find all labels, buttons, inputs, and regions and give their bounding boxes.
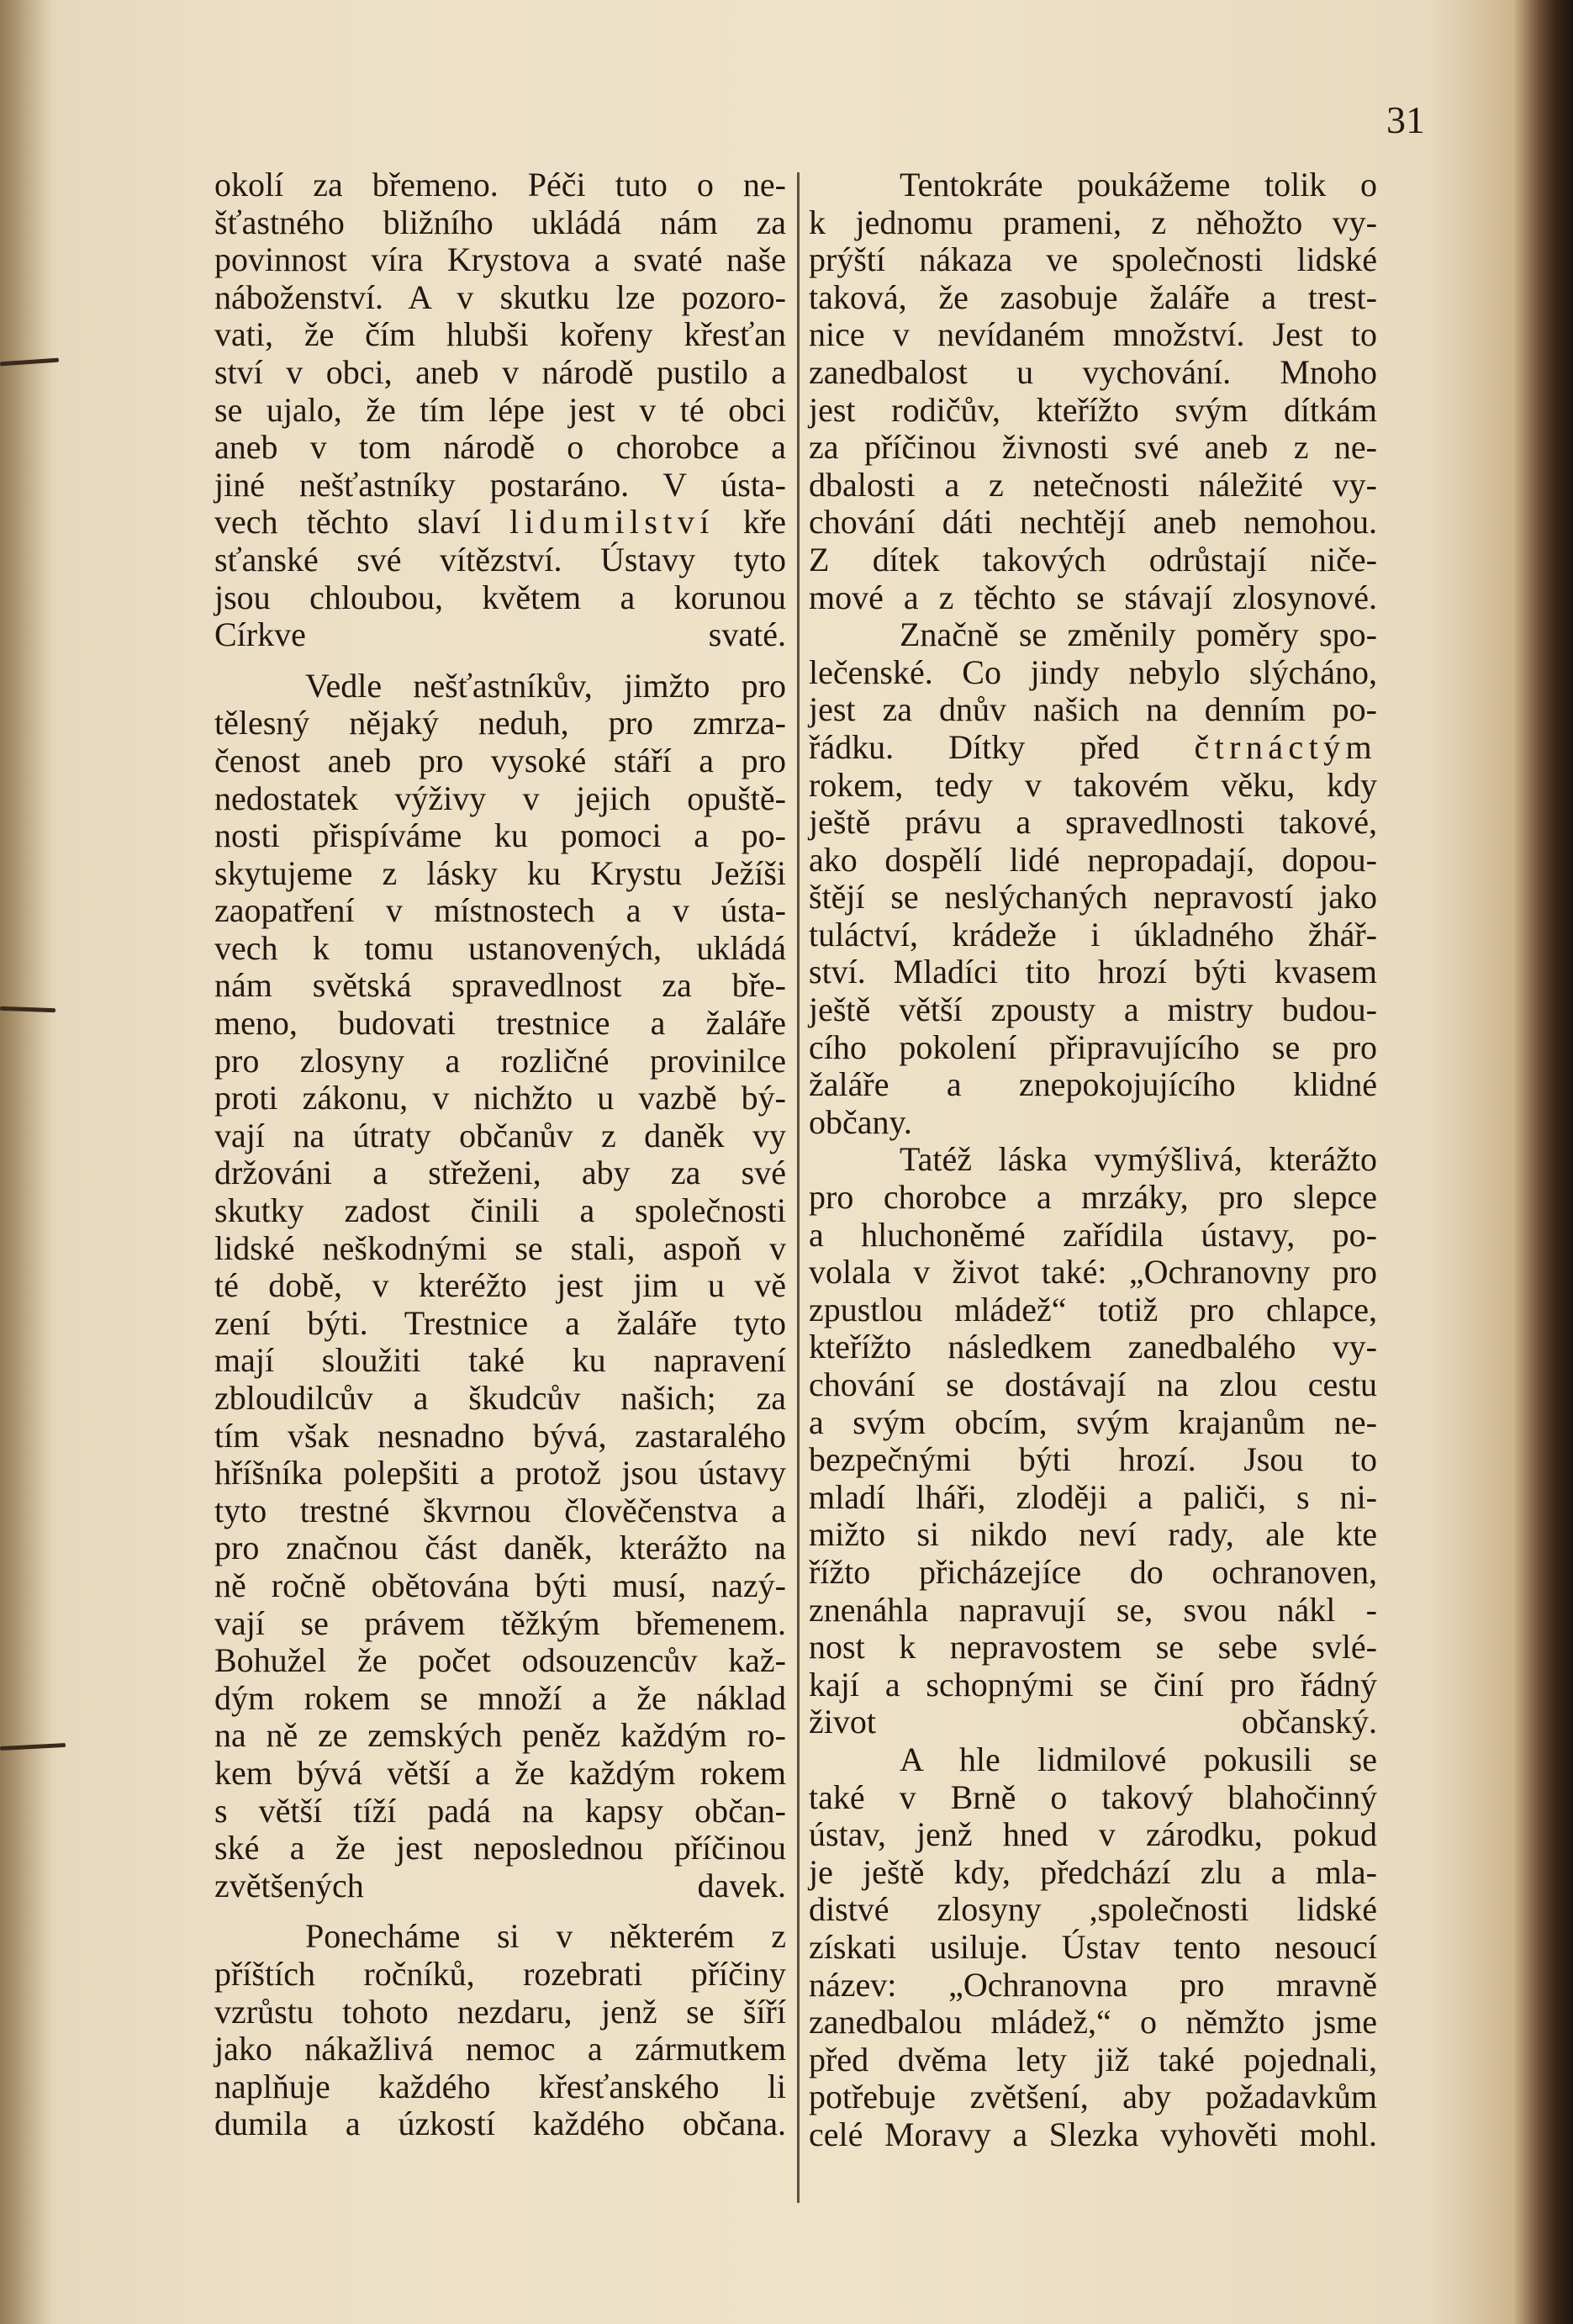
text-line: mladí lháři, zloději a paliči, s ni- xyxy=(809,1477,1377,1516)
text-line: řádku. Dítky před xyxy=(809,727,1195,766)
spaced-emphasis: lidumilství xyxy=(509,503,715,541)
text-line: ství. Mladíci tito hrozí býti kvasem xyxy=(809,953,1377,991)
text-line: Tentokráte poukážeme tolik o xyxy=(900,166,1377,203)
text-line: zvětšených davek. xyxy=(214,1866,786,1904)
text-line: čenost aneb pro vysoké stáří a pro xyxy=(214,741,786,779)
text-line: té době, v kteréžto jest jim u vě xyxy=(214,1266,786,1305)
text-line: za příčinou živnosti své aneb z ne- xyxy=(809,428,1377,467)
text-line: tělesný nějaký neduh, pro zmrza- xyxy=(214,704,786,742)
text-line: pro značnou část daněk, kterážto na xyxy=(214,1529,786,1567)
text-line: ještě právu a spravedlnosti takové, xyxy=(809,803,1377,842)
text-line: Tatéž láska vymýšlivá, kterážto xyxy=(900,1140,1377,1179)
text-line: občany. xyxy=(809,1102,912,1141)
text-line: nice v nevídaném množství. Jest to xyxy=(809,315,1377,354)
text-line: náboženství. A v skutku lze pozoro- xyxy=(214,277,786,316)
text-line: taková, že zasobuje žaláře a trest- xyxy=(809,277,1377,316)
text-line: cího pokolení připravujícího se pro xyxy=(809,1027,1377,1066)
text-line: rokem, tedy v takovém věku, kdy xyxy=(809,765,1377,804)
text-line: ako dospělí lidé nepropadají, dopou- xyxy=(809,840,1377,879)
text-line: před dvěma lety již také pojednali, xyxy=(809,2040,1377,2078)
text-line: chování dáti nechtějí aneb nemohou. xyxy=(809,503,1377,541)
text-line: jest za dnův našich na denním po- xyxy=(809,690,1377,729)
text-line: tím však nesnadno bývá, zastaralého xyxy=(214,1416,786,1455)
text-line: prýští nákaza ve společnosti lidské xyxy=(809,240,1377,279)
text-line: získati usiluje. Ústav tento nesoucí xyxy=(809,1927,1377,1966)
text-line: nedostatek výživy v jejich opuště- xyxy=(214,779,786,817)
text-line: Značně se změnily poměry spo- xyxy=(900,615,1377,654)
text-line: nosti přispíváme ku pomoci a po- xyxy=(214,816,786,855)
text-line: ství v obci, aneb v národě pustilo a xyxy=(214,352,786,391)
text-line: zaopatření v místnostech a v ústa- xyxy=(214,891,786,930)
text-line: sťanské své vítězství. Ústavy tyto xyxy=(214,540,786,578)
paragraph xyxy=(214,668,786,1905)
text-line: volala v život také: „Ochranovny pro xyxy=(809,1253,1377,1291)
text-line: hříšníka polepšiti a protož jsou ústavy xyxy=(214,1454,786,1492)
text-line: jest rodičův, kteřížto svým dítkám xyxy=(809,390,1377,429)
binding-shadow xyxy=(0,0,50,2324)
text-line: šťastného bližního ukládá nám za xyxy=(214,203,786,241)
text-line: skytujeme z lásky ku Krystu Ježíši xyxy=(214,853,786,892)
text-line: je ještě kdy, předchází zlu a mla- xyxy=(809,1852,1377,1891)
text-line: tyto trestné škvrnou člověčenstva a xyxy=(214,1491,786,1529)
text-line: dumila a úzkostí každého občana. xyxy=(214,2105,786,2143)
paragraph xyxy=(214,166,786,654)
text-line: k jednomu prameni, z něhožto vy- xyxy=(809,203,1377,241)
text-line: a hluchoněmé zařídila ústavy, po- xyxy=(809,1215,1377,1254)
text-line: bezpečnými býti hrozí. Jsou to xyxy=(809,1440,1377,1479)
text-line: Vedle nešťastníkův, jimžto pro xyxy=(305,666,786,705)
text-line: jiné nešťastníky postaráno. V ústa- xyxy=(214,465,786,504)
text-line: A hle lidmilové pokusili se xyxy=(900,1740,1377,1778)
text-line: zanedbalou mládež,“ o němžto jsme xyxy=(809,2003,1377,2041)
text-line: dým rokem se množí a že náklad xyxy=(214,1678,786,1717)
text-line: život občanský. xyxy=(809,1703,1377,1741)
text-line: vzrůstu tohoto nezdaru, jenž se šíří xyxy=(214,1992,786,2031)
text-line: zanedbalost u vychování. Mnoho xyxy=(809,352,1377,391)
text-line: také v Brně o takový blahočinný xyxy=(809,1777,1377,1816)
text-line: kteřížto následkem zanedbalého vy- xyxy=(809,1328,1377,1366)
text-line: jako nákažlivá nemoc a zármutkem xyxy=(214,2030,786,2068)
spaced-emphasis: čtrnáctým xyxy=(1194,727,1377,766)
text-line: Církve svaté. xyxy=(214,615,786,654)
paragraph xyxy=(809,1141,1377,1741)
text-line: ské a že jest neposlednou příčinou xyxy=(214,1829,786,1867)
text-line: lečenské. Co jindy nebylo slýcháno, xyxy=(809,652,1377,691)
text-line: nám světská spravedlnost za bře- xyxy=(214,966,786,1005)
text-line: mové a z těchto se stávají zlosynové. xyxy=(809,578,1377,616)
text-line: zpustlou mládež“ totiž pro chlapce, xyxy=(809,1290,1377,1328)
text-line: Bohužel že počet odsouzencův kaž- xyxy=(214,1641,786,1680)
text-line: Ponecháme si v některém z xyxy=(305,1917,786,1956)
text-line: vají na útraty občanův z daněk vy xyxy=(214,1116,786,1154)
text-line: znenáhla napravují se, svou nákl - xyxy=(809,1590,1377,1629)
text-line: příštích ročníků, rozebrati příčiny xyxy=(214,1954,786,1993)
text-line: s větší tíží padá na kapsy občan- xyxy=(214,1791,786,1830)
paragraph xyxy=(809,616,1377,1141)
text-line: lidské neškodnými se stali, aspoň v xyxy=(214,1228,786,1267)
text-line: tuláctví, krádeže i úkladného žhář- xyxy=(809,915,1377,953)
text-line: proti zákonu, v nichžto u vazbě bý- xyxy=(214,1079,786,1117)
text-line: zení býti. Trestnice a žaláře tyto xyxy=(214,1303,786,1342)
text-line: kají a schopnými se činí pro řádný xyxy=(809,1665,1377,1703)
right-column xyxy=(809,166,1377,2153)
text-line: žaláře a znepokojujícího klidné xyxy=(809,1065,1377,1104)
text-line: pro chorobce a mrzáky, pro slepce xyxy=(809,1178,1377,1217)
text-line: štějí se neslýchaných nepravostí jako xyxy=(809,878,1377,916)
paragraph xyxy=(809,166,1377,616)
text-line: skutky zadost činili a společnosti xyxy=(214,1191,786,1230)
text-line: Z dítek takových odrůstají niče- xyxy=(809,540,1377,578)
text-line: zbloudilcův a škudcův našich; za xyxy=(214,1379,786,1417)
text-line: držováni a střeženi, aby za své xyxy=(214,1154,786,1192)
text-line: okolí za břemeno. Péči tuto o ne- xyxy=(214,166,786,203)
text-line: jsou chloubou, květem a korunou xyxy=(214,578,786,616)
left-column xyxy=(214,166,786,2143)
text-line: kře xyxy=(714,503,786,541)
text-line: vati, že čím hlubši kořeny křesťan xyxy=(214,315,786,354)
page-number: 31 xyxy=(1386,98,1425,141)
text-line: na ně ze zemských peněz každým ro- xyxy=(214,1716,786,1755)
text-line: vají se právem těžkým břemenem. xyxy=(214,1603,786,1642)
text-line: se ujalo, že tím lépe jest v té obci xyxy=(214,390,786,429)
text-line: pro zlosyny a rozličné provinilce xyxy=(214,1041,786,1080)
text-line: povinnost víra Krystova a svaté naše xyxy=(214,240,786,279)
text-line: celé Moravy a Slezka vyhověti mohl. xyxy=(809,2115,1377,2153)
text-line: dbalosti a z netečnosti náležité vy- xyxy=(809,465,1377,504)
text-line: řížto přicházejíce do ochranoven, xyxy=(809,1552,1377,1591)
text-line: kem bývá větší a že každým rokem xyxy=(214,1753,786,1792)
text-line: chování se dostávají na zlou cestu xyxy=(809,1365,1377,1403)
text-line: mají sloužiti také ku napravení xyxy=(214,1341,786,1380)
text-line: meno, budovati trestnice a žaláře xyxy=(214,1004,786,1043)
paragraph xyxy=(809,1741,1377,2154)
text-line: potřebuje zvětšení, aby požadavkům xyxy=(809,2078,1377,2116)
paragraph xyxy=(214,1918,786,2143)
text-line: naplňuje každého křesťanského li xyxy=(214,2067,786,2105)
column-divider xyxy=(797,172,800,2203)
text-line: vech těchto slaví xyxy=(214,503,510,541)
text-line: aneb v tom národě o chorobce a xyxy=(214,428,786,467)
text-line: název: „Ochranovna pro mravně xyxy=(809,1965,1377,2004)
text-line: a svým obcím, svým krajanům ne- xyxy=(809,1402,1377,1441)
text-line: ně ročně obětována býti musí, nazý- xyxy=(214,1566,786,1604)
text-line: nost k nepravostem se sebe svlé- xyxy=(809,1628,1377,1666)
text-line: distvé zlosyny ,společnosti lidské xyxy=(809,1890,1377,1929)
text-line: mižto si nikdo neví rady, ale kte xyxy=(809,1515,1377,1554)
text-line: vech k tomu ustanovených, ukládá xyxy=(214,928,786,967)
text-line: ještě větší zpousty a mistry budou- xyxy=(809,990,1377,1029)
text-line: ústav, jenž hned v zárodku, pokud xyxy=(809,1815,1377,1854)
